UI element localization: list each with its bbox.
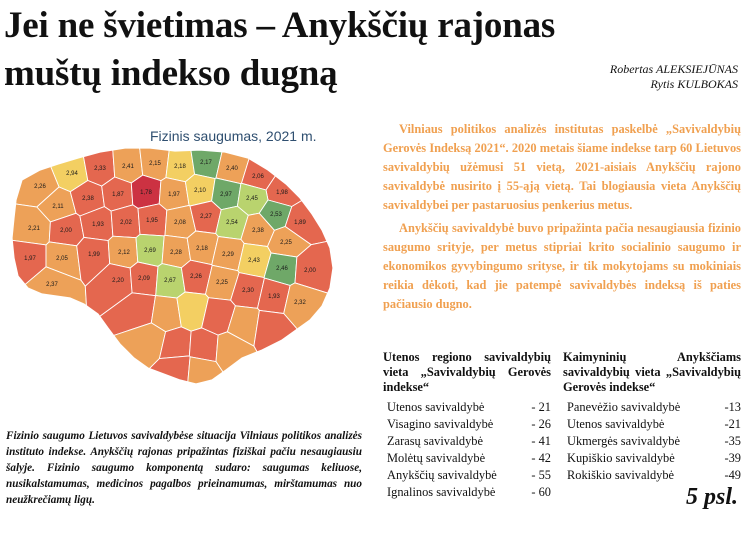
region-value-label: 2,53 (270, 212, 282, 218)
region-value-label: 1,87 (112, 192, 124, 198)
region-value-label: 2,69 (144, 248, 156, 254)
region-value-label: 2,21 (28, 226, 40, 232)
region-value-label: 2,09 (138, 276, 150, 282)
municipality-region (185, 357, 254, 418)
municipality-rank: -39 (724, 451, 741, 465)
municipality-name: Utenos savivaldybė (567, 417, 665, 431)
utena-region-ranking (383, 350, 551, 501)
map-caption: Fizinio saugumo Lietuvos savivaldybėse situacija Vilniaus politikos analizės instituto indekse. Anykščių rajonas pripažintas fiziškai pačiu nesaugiausiu šalyje. Fizinio saugumo komponentą sudaro: saugumas keliuose, nusikalstamumas, medicinos pagalbos prieinamumas, mirštamumas nuo neužkrečiamų ligų. (6, 430, 362, 506)
page-reference: 5 psl. (685, 484, 738, 510)
ranking-row (563, 433, 741, 450)
author-1: Robertas ALEKSIEJŪNAS (609, 62, 738, 76)
region-value-label: 2,94 (66, 171, 78, 177)
ranking-row (563, 416, 741, 433)
municipality-name: Kupiškio savivaldybė (567, 451, 675, 465)
municipality-region (254, 310, 372, 418)
region-value-label: 2,46 (276, 266, 288, 272)
region-value-label: 2,18 (174, 164, 186, 170)
region-value-label: 2,97 (220, 192, 232, 198)
municipality-region (111, 118, 143, 183)
region-value-label: 1,89 (294, 220, 306, 226)
region-value-label: 2,43 (248, 258, 260, 264)
region-value-label: 2,29 (222, 252, 234, 258)
municipality-rank: - 21 (531, 400, 551, 414)
lead-paragraph: Anykščių savivaldybė buvo pripažinta pačia nesaugiausia fizinio saugumo srityje, per metus stipriai krito socialinio saugumo ir ekonomikos gyvybingumo srityse, ir tik mokytojams su mokiniais reikia dėkoti, kad jie patempė savivaldybės indeksą iš paties pačiausio dugno. (383, 221, 741, 311)
region-value-label: 1,97 (168, 192, 180, 198)
region-value-label: 1,99 (88, 252, 100, 258)
region-value-label: 2,17 (200, 160, 212, 166)
region-value-label: 1,78 (140, 190, 152, 196)
region-value-label: 2,37 (46, 282, 58, 288)
municipality-region (189, 328, 218, 362)
region-value-label: 2,00 (60, 228, 72, 234)
region-value-label: 2,05 (56, 256, 68, 262)
region-value-label: 1,93 (268, 294, 280, 300)
region-value-label: 2,06 (252, 174, 264, 180)
region-value-label: 2,10 (194, 188, 206, 194)
region-value-label: 2,26 (34, 184, 46, 190)
region-value-label: 2,41 (122, 164, 134, 170)
region-value-label: 2,18 (196, 246, 208, 252)
region-value-label: 1,93 (92, 222, 104, 228)
ranking-row (383, 484, 551, 501)
municipality-name: Zarasų savivaldybė (387, 434, 483, 448)
ranking-row (383, 416, 551, 433)
region-value-label: 1,95 (146, 218, 158, 224)
municipality-region (40, 323, 165, 418)
municipality-rank: - 42 (531, 451, 551, 465)
municipality-rank: - 41 (531, 434, 551, 448)
region-value-label: 2,45 (246, 196, 258, 202)
region-value-label: 2,02 (120, 220, 132, 226)
map-title: Fizinis saugumas, 2021 m. (150, 128, 317, 144)
region-value-label: 2,25 (280, 240, 292, 246)
region-value-label: 2,38 (82, 196, 94, 202)
municipality-name: Visagino savivaldybė (387, 417, 494, 431)
ranking-row (383, 467, 551, 484)
municipality-name: Panevėžio savivaldybė (567, 400, 681, 414)
region-value-label: 2,30 (242, 288, 254, 294)
region-value-label: 2,12 (118, 250, 130, 256)
lead-paragraph: Vilniaus politikos analizės institutas paskelbė „Savivaldybių Gerovės Indeksą 2021“. 2020 metais šiame indekse tarp 60 Lietuvos savivaldybių užėmusi 51 vietą, 2021-aisiais Anykščių rajono savivaldybė nusirito į 55-ąją vietą. Tai blogiausia vieta Anykščių savivaldybei per pastaruosius penkerius metus. (383, 122, 741, 212)
region-value-label: 2,00 (304, 268, 316, 274)
region-value-label: 2,15 (149, 161, 161, 167)
utena-list-heading: Utenos regiono savivaldybių vieta „Savivaldybių Gerovės indekse“ (383, 350, 551, 394)
municipality-rank: -21 (724, 417, 741, 431)
municipality-region (0, 267, 88, 418)
ranking-row (383, 433, 551, 450)
lithuania-map (0, 118, 372, 418)
region-value-label: 2,40 (226, 166, 238, 172)
ranking-row (383, 399, 551, 416)
region-value-label: 2,38 (252, 228, 264, 234)
region-value-label: 2,32 (294, 300, 306, 306)
municipality-name: Ukmergės savivaldybė (567, 434, 680, 448)
region-value-label: 2,26 (190, 274, 202, 280)
neighbors-list-heading: Kaimyninių Anykščiams savivaldybių vieta „Savivaldybių Gerovės indekse“ (563, 350, 741, 394)
region-value-label: 2,25 (216, 280, 228, 286)
neighbors-ranking (563, 350, 741, 484)
region-value-label: 2,33 (94, 166, 106, 172)
region-value-label: 2,20 (112, 278, 124, 284)
safety-map-figure (0, 118, 372, 418)
municipality-name: Ignalinos savivaldybė (387, 485, 496, 499)
municipality-rank: -49 (724, 468, 741, 482)
region-value-label: 2,28 (170, 250, 182, 256)
municipality-name: Utenos savivaldybė (387, 400, 485, 414)
municipality-name: Molėtų savivaldybė (387, 451, 486, 465)
municipality-rank: - 60 (531, 485, 551, 499)
municipality-rank: -13 (724, 400, 741, 414)
article-lead (383, 120, 741, 318)
ranking-row (563, 467, 741, 484)
ranking-row (563, 399, 741, 416)
authors-block (610, 62, 738, 92)
region-value-label: 2,54 (226, 220, 238, 226)
region-value-label: 1,98 (276, 190, 288, 196)
region-value-label: 2,27 (200, 214, 212, 220)
region-value-label: 1,97 (24, 256, 36, 262)
municipality-region (0, 118, 59, 207)
ranking-row (563, 450, 741, 467)
author-2: Rytis KULBOKAS (650, 77, 738, 91)
region-value-label: 2,08 (174, 220, 186, 226)
region-value-label: 2,11 (52, 204, 64, 210)
ranking-row (383, 450, 551, 467)
article-headline: Jei ne švietimas – Anykščių rajonas muštų indekso dugną (4, 5, 556, 94)
municipality-rank: -35 (724, 434, 741, 448)
municipality-name: Anykščių savivaldybė (387, 468, 497, 482)
municipality-rank: - 26 (531, 417, 551, 431)
municipality-name: Rokiškio savivaldybė (567, 468, 675, 482)
municipality-rank: - 55 (531, 468, 551, 482)
region-value-label: 2,67 (164, 278, 176, 284)
